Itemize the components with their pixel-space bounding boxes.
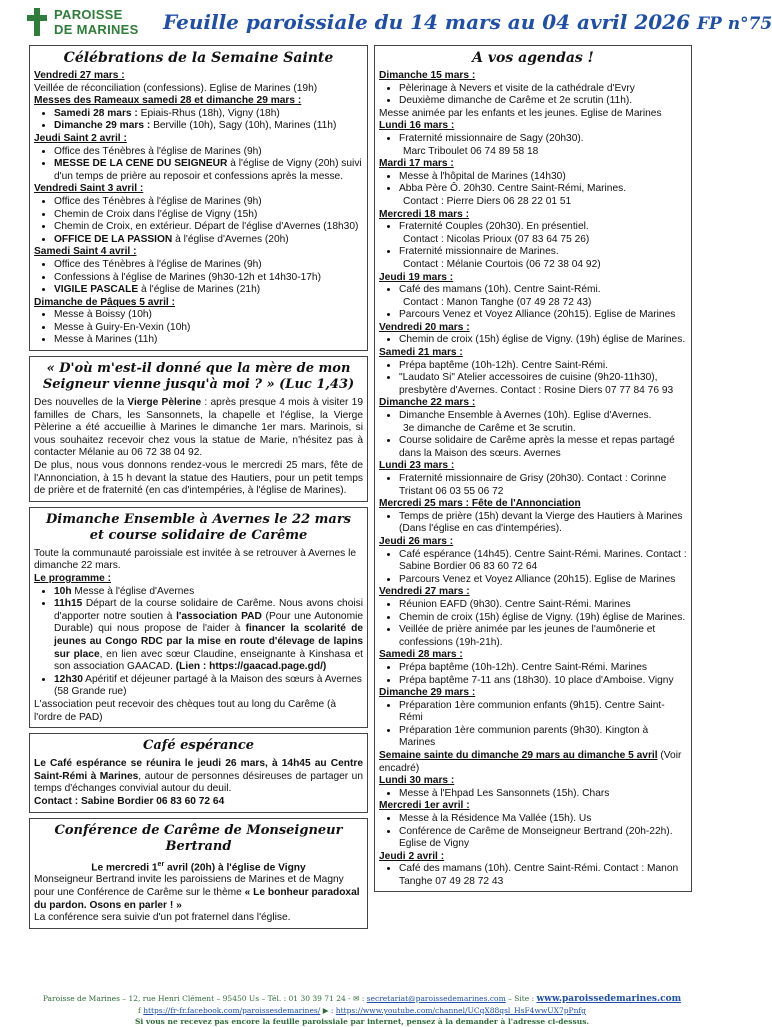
dimanche-ensemble-box <box>29 507 368 728</box>
youtube-icon: ▶ : <box>320 1006 336 1015</box>
agenda-list <box>379 410 687 423</box>
agenda-date: Jeudi 26 mars : <box>379 535 454 547</box>
conference-date <box>34 859 363 875</box>
page-footer <box>0 993 724 1027</box>
item-text: à l'église de Vigny (20h) suivi d'un temps de prière au reposoir et confessions après la messe. <box>54 158 362 182</box>
logo-line1: PAROISSE <box>54 7 123 22</box>
title-line: et course solidaire de Carême <box>89 527 308 543</box>
list-item: • Prépa baptême (10h-12h). Centre Saint-Rémi. Marines <box>399 662 687 675</box>
list-item: • Réunion EAFD (9h30). Centre Saint-Rémi. Marines <box>399 599 687 612</box>
contact-line: Contact : Mélanie Courtois (06 72 38 04 92) <box>403 258 601 270</box>
agenda-date: Samedi 28 mars : <box>379 649 463 661</box>
title-text: Feuille paroissiale du 14 mars au 04 avril 2026 <box>163 10 690 34</box>
agenda-list <box>379 309 687 322</box>
list-item: • Préparation 1ère communion parents (9h30). Kington à Marines <box>399 725 687 750</box>
paques-list <box>34 309 363 347</box>
list-item: • Office des Ténèbres à l'église de Marines (9h) <box>54 146 363 159</box>
item-text: Epiais-Rhus (18h), Vigny (18h) <box>137 107 280 119</box>
issue-number: FP n°75 <box>696 14 772 34</box>
text: Le mercredi 1 <box>91 861 158 873</box>
list-item: • Prépa baptême 7-11 ans (18h30). 10 place d'Amboise. Vigny <box>399 675 687 688</box>
list-item <box>54 234 363 247</box>
list-item <box>54 674 363 699</box>
rameaux-list <box>34 108 363 133</box>
item-text: à l'église de Marines (21h) <box>138 284 261 296</box>
item-text: Berville (10h), Sagy (10h), Marines (11h) <box>150 120 337 132</box>
section-heading: Dimanche de Pâques 5 avril : <box>34 296 175 308</box>
list-item: • Messe à Boissy (10h) <box>54 309 363 322</box>
agenda-date: Mardi 17 mars : <box>379 158 454 170</box>
list-item <box>54 158 363 183</box>
paragraph <box>34 397 363 460</box>
agenda-list <box>379 221 687 234</box>
samedi-list <box>34 259 363 297</box>
section-heading: Jeudi Saint 2 avril : <box>34 132 127 144</box>
text: Monseigneur Bertrand invite les paroissiens de Marines et de Magny pour une Conférence de Carême sur le thème <box>34 874 344 899</box>
list-item <box>54 586 363 599</box>
item-text: Messe à l'église d'Avernes <box>71 585 195 597</box>
list-item: • Café espérance (14h45). Centre Saint-Rémi. Marines. Contact : Sabine Bordier 06 83 60 72 64 <box>399 549 687 574</box>
item-bold: Samedi 28 mars : <box>54 107 138 119</box>
list-item <box>54 284 363 297</box>
list-item: • Temps de prière (15h) devant la Vierge des Hautiers à Marines (Dans l'église en cas d'intempéries). <box>399 511 687 536</box>
paragraph: La conférence sera suivie d'un pot fraternel dans l'église. <box>34 912 291 924</box>
agenda-date: Jeudi 19 mars : <box>379 271 454 283</box>
list-item <box>54 120 363 133</box>
list-item: • Chemin de Croix dans l'église de Vigny (15h) <box>54 209 363 222</box>
item-text: Apéritif et déjeuner partagé à la Maison des sœurs à Avernes (58 Grande rue) <box>54 673 362 698</box>
paragraph: 3e dimanche de Carême et 3e scrutin. <box>403 422 576 434</box>
section-heading: Messes des Rameaux samedi 28 et dimanche 29 mars : <box>34 95 302 107</box>
text: (Voir encadré) <box>379 750 682 774</box>
item-bold: 11h15 <box>54 598 83 610</box>
footer-note: Si vous ne recevez pas encore la feuille paroissiale par internet, pensez à la demander à l'adresse ci-dessus. <box>134 1017 590 1026</box>
item-text: , en lien avec sœur Claudine, enseignante à Kinshasa et son association GAACAD. <box>54 648 363 673</box>
agenda-date: Jeudi 2 avril : <box>379 850 445 862</box>
list-item: • Pèlerinage à Nevers et visite de la cathédrale d'Evry <box>399 83 687 96</box>
contact-line: Contact : Sabine Bordier 06 83 60 72 64 <box>34 795 225 807</box>
item-text: Départ de la course solidaire de Carême. Nous avons choisi d'apporter notre soutien à <box>54 598 363 622</box>
list-item <box>54 108 363 121</box>
agenda-date: Dimanche 29 mars : <box>379 687 476 699</box>
list-item: • Prépa baptême (10h-12h). Centre Saint-Rémi. <box>399 360 687 373</box>
gaacad-link[interactable]: (Lien : https://gaacad.page.gd/) <box>175 661 327 673</box>
text: Des nouvelles de la <box>34 397 128 409</box>
list-item: • Fraternité missionnaire de Grisy (20h30). Contact : Corinne Tristant 06 03 55 06 72 <box>399 473 687 498</box>
agenda-list <box>379 435 687 460</box>
footer-line1 <box>0 993 724 1005</box>
item-bold: l'association PAD <box>176 610 262 622</box>
text: – Site : <box>505 994 537 1003</box>
agenda-list <box>379 171 687 196</box>
semaine-sainte-box <box>29 45 368 351</box>
vierge-title: « D'où m'est-il donné que la mère de mon Seigneur vienne jusqu'à moi ? » (Luc 1,43) <box>42 361 355 393</box>
agenda-date: Mercredi 25 mars : Fête de l'Annonciation <box>379 498 581 510</box>
youtube-link[interactable]: https://www.youtube.com/channel/UCqX88qsl_HsF4wwUX7pPnfg <box>335 1006 586 1015</box>
text-bold: Vierge Pèlerine <box>127 397 202 409</box>
list-item: • Veillée de prière animée par les jeunes de l'aumônerie et confessions (19h-21h). <box>399 624 687 649</box>
agenda-date: Vendredi 27 mars : <box>379 586 470 598</box>
contact-line: Contact : Manon Tanghe (07 49 28 72 43) <box>403 296 592 308</box>
facebook-link[interactable]: https://fr-fr.facebook.com/paroissesdemarines/ <box>143 1006 321 1015</box>
paragraph: Messe animée par les enfants et les jeunes. Eglise de Marines <box>379 107 662 119</box>
agenda-list <box>379 334 687 347</box>
agenda-list <box>379 83 687 108</box>
section-heading: Vendredi 27 mars : <box>34 70 125 81</box>
list-item: • Café des mamans (10h). Centre Saint-Rémi. <box>399 284 687 297</box>
paragraph: Toute la communauté paroissiale est invitée à se retrouver à Avernes le dimanche 22 mars. <box>34 547 357 572</box>
agenda-list <box>379 473 687 498</box>
ensemble-title <box>34 512 363 544</box>
agenda-title: A vos agendas ! <box>472 50 594 66</box>
page-header <box>0 0 772 44</box>
list-item: • Café des mamans (10h). Centre Saint-Rémi. Contact : Manon Tanghe 07 49 28 72 43 <box>399 863 687 888</box>
agenda-list <box>379 133 687 146</box>
list-item: • Parcours Venez et Voyez Alliance (20h15). Eglise de Marines <box>399 309 687 322</box>
title-line: Dimanche Ensemble à Avernes le 22 mars <box>46 511 351 527</box>
list-item: • Messe à l'Ehpad Les Sansonnets (15h). Chars <box>399 788 687 801</box>
list-item: • "Laudato Si" Atelier accessoires de cuisine (9h20-11h30), presbytère d'Avernes. Contact : Rosine Diers 07 77 84 76 93 <box>399 372 687 397</box>
agenda-date: Dimanche 22 mars : <box>379 397 476 409</box>
agenda-date: Vendredi 20 mars : <box>379 321 470 333</box>
item-bold: financer la scolarité de jeunes au Congo RDC par la mise en route d'élevage de lapins sur place <box>54 623 363 660</box>
section-heading: Vendredi Saint 3 avril : <box>34 183 144 195</box>
paragraph <box>34 874 363 912</box>
agenda-date: Lundi 16 mars : <box>379 120 455 132</box>
logo-line2: DE MARINES <box>54 22 139 37</box>
list-item: • Chemin de croix (15h) église de Vigny. (19h) église de Marines. <box>399 334 687 347</box>
agenda-date: Dimanche 15 mars : <box>379 70 476 81</box>
left-column <box>29 45 368 934</box>
item-bold: 12h30 <box>54 673 83 685</box>
agenda-list <box>379 662 687 687</box>
paragraph: L'association peut recevoir des chèques tout au long du Carême (à l'ordre de PAD) <box>34 698 337 723</box>
list-item: • Messe à Marines (11h) <box>54 334 363 347</box>
contact-line: Marc Triboulet 06 74 89 58 18 <box>403 145 539 157</box>
conference-box <box>29 818 368 929</box>
agenda-list <box>379 700 687 750</box>
text: avril (20h) à l'église de Vigny <box>164 861 306 873</box>
list-item: • Conférence de Carême de Monseigneur Bertrand (20h-22h). Eglise de Vigny <box>399 826 687 851</box>
list-item: • Chemin de croix (15h) église de Vigny. (19h) église de Marines. <box>399 612 687 625</box>
text-sup: er <box>157 860 165 868</box>
list-item: • Confessions à l'église de Marines (9h30-12h et 14h30-17h) <box>54 272 363 285</box>
list-item: • Fraternité missionnaire de Marines. <box>399 246 687 259</box>
paragraph: Veillée de réconciliation (confessions). Eglise de Marines (19h) <box>34 82 318 94</box>
right-column <box>374 45 692 897</box>
semaine-sainte-note <box>379 750 687 775</box>
list-item: • Messe à l'hôpital de Marines (14h30) <box>399 171 687 184</box>
mail-icon: ✉ : <box>353 994 367 1003</box>
agenda-box <box>374 45 692 892</box>
cafe-esperance-box <box>29 733 368 812</box>
website-link[interactable]: www.paroissedemarines.com <box>536 994 682 1004</box>
list-item: • Dimanche Ensemble à Avernes (10h). Eglise d'Avernes. <box>399 410 687 423</box>
parish-logo <box>26 6 146 38</box>
text-bold: Le Café espérance se réunira le jeudi 26 mars, à 14h45 au Centre Saint-Rémi à Marines <box>34 758 363 782</box>
facebook-icon: f <box>138 1006 144 1015</box>
list-item <box>54 598 363 674</box>
list-item: • Office des Ténèbres à l'église de Marines (9h) <box>54 196 363 209</box>
list-item: • Fraternité missionnaire de Sagy (20h30). <box>399 133 687 146</box>
agenda-list <box>379 863 687 888</box>
agenda-date: Lundi 30 mars : <box>379 775 455 787</box>
list-item: • Office des Ténèbres à l'église de Marines (9h) <box>54 259 363 272</box>
item-bold: OFFICE DE LA PASSION <box>54 233 173 245</box>
list-item: • Préparation 1ère communion enfants (9h15). Centre Saint-Rémi <box>399 700 687 725</box>
list-item: • Course solidaire de Carême après la messe et repas partagé dans la Maison des sœurs. Avernes <box>399 435 687 460</box>
item-text: (Pour une Autonomie Durable) qui nous propose de l'aider à <box>54 610 364 635</box>
agenda-list <box>379 788 687 801</box>
item-bold: MESSE DE LA CENE DU SEIGNEUR <box>54 158 228 170</box>
section-heading: Samedi Saint 4 avril : <box>34 246 137 258</box>
agenda-list <box>379 549 687 587</box>
cross-icon <box>26 8 48 36</box>
address-text: Paroisse de Marines – 12, rue Henri Clément – 95450 Us – Tél. : 01 30 39 71 24 - <box>42 994 354 1003</box>
agenda-list <box>379 246 687 259</box>
semaine-sainte-title: Célébrations de la Semaine Sainte <box>63 50 334 66</box>
agenda-list <box>379 813 687 851</box>
agenda-list <box>379 284 687 297</box>
contact-line: Contact : Pierre Diers 06 28 22 01 51 <box>403 195 572 207</box>
list-item: • Fraternité Couples (20h30). En présentiel. <box>399 221 687 234</box>
vendredi-list <box>34 196 363 246</box>
agenda-list <box>379 511 687 536</box>
contact-line: Contact : Nicolas Prioux (07 83 64 75 26) <box>403 233 590 245</box>
list-item: • Abba Père Ô. 20h30. Centre Saint-Rémi, Marines. <box>399 183 687 196</box>
page-title <box>163 10 772 34</box>
text: , autour de personnes désireuses de partager un temps d'échanges convivial autour du deuil. <box>34 770 363 795</box>
agenda-list <box>379 360 687 398</box>
agenda-date: Mercredi 18 mars : <box>379 208 470 220</box>
paragraph <box>34 758 363 796</box>
list-item: • Messe à Guiry-En-Vexin (10h) <box>54 322 363 335</box>
item-bold: VIGILE PASCALE <box>54 284 139 296</box>
agenda-date: Lundi 23 mars : <box>379 460 455 472</box>
agenda-date: Semaine sainte du dimanche 29 mars au dimanche 5 avril <box>379 750 658 762</box>
section-heading: Le programme : <box>34 573 111 584</box>
agenda-date: Mercredi 1er avril : <box>379 800 470 812</box>
list-item: • Chemin de Croix, en extérieur. Départ de l'église d'Avernes (18h30) <box>54 221 363 234</box>
item-text: à l'église d'Avernes (20h) <box>172 233 289 245</box>
footer-line2 <box>0 1005 724 1016</box>
cafe-title: Café espérance <box>142 738 255 754</box>
agenda-list <box>379 599 687 649</box>
email-link[interactable]: secretariat@paroissedemarines.com <box>366 994 506 1003</box>
paragraph: De plus, nous vous donnons rendez-vous le mercredi 25 mars, fête de l'Annonciation, à 15 h devant la statue des Hautiers, pour un petit temps de prière et de fraternité (en cas d'intempéries, à l'église de Marines). <box>34 460 363 497</box>
text-bold: « Le bonheur paradoxal du pardon. Osons en parler ! » <box>34 887 360 911</box>
programme-list <box>34 586 363 699</box>
jeudi-list <box>34 146 363 184</box>
list-item: • Messe à la Résidence Ma Vallée (15h). Us <box>399 813 687 826</box>
conference-title: Conférence de Carême de Monseigneur Bertrand <box>54 822 343 854</box>
list-item: • Deuxième dimanche de Carême et 2e scrutin (11h). <box>399 95 687 108</box>
list-item: • Parcours Venez et Voyez Alliance (20h15). Eglise de Marines <box>399 574 687 587</box>
text: : après presque 4 mois à visiter 19 familles de Chars, les Sansonnets, la chapelle et l'église, la Vierge Pèlerine a été accueillie à Marines le dimanche 1er mars. Marinois, si vous souhaitez recevoir chez vous la statue de Marie, n'hésitez pas à contacter Mélanie au 06 72 38 04 92. <box>34 397 363 459</box>
item-bold: 10h <box>54 585 72 597</box>
agenda-date: Samedi 21 mars : <box>379 347 463 359</box>
item-bold: Dimanche 29 mars : <box>54 120 151 132</box>
vierge-pelerine-box <box>29 356 368 502</box>
